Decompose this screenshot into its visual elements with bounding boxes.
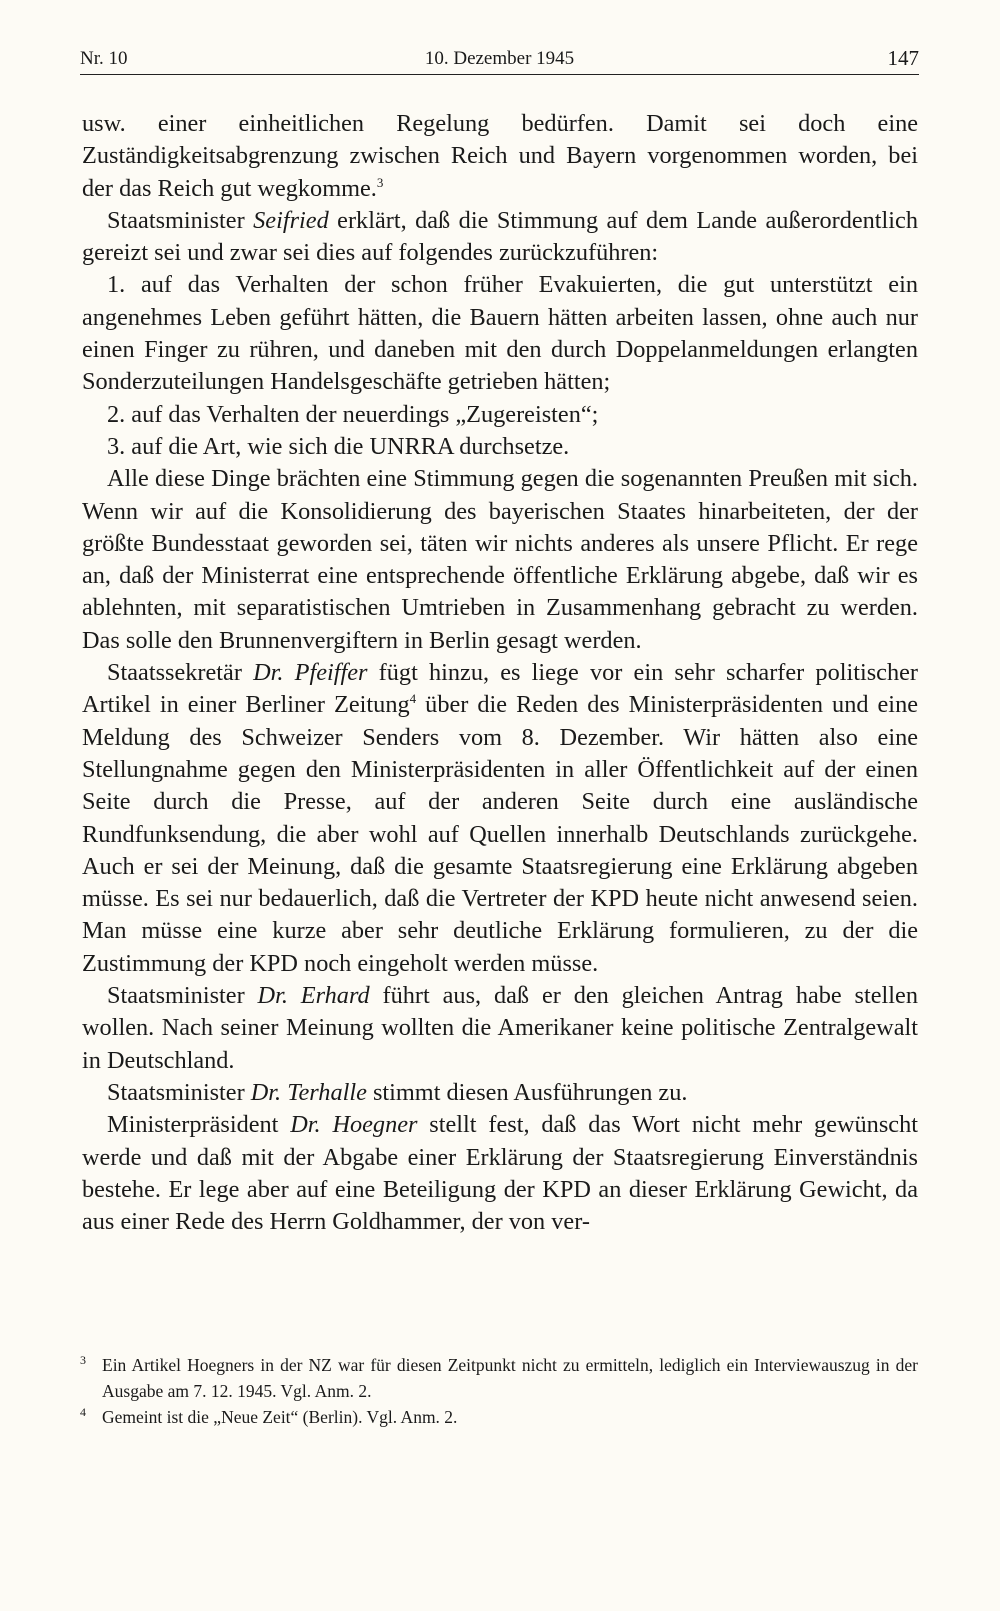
paragraph: Alle diese Dinge brächten eine Stimmung gegen die sogenannten Preußen mit sich. Wenn wir auf die Konsolidierung des bayerischen Staates hinarbeiteten, der der größte Bundesstaat geworden sei, täten wir nichts anderes als unsere Pflicht. Er rege an, daß der Ministerrat eine entsprechende öffentliche Erklärung abgebe, daß wir es ablehnten, mit separatistischen Umtrieben in Zusammenhang gebracht zu werden. Das solle den Brunnenvergiftern in Berlin gesagt werden. [82,465,918,654]
list-item: 3. auf die Art, wie sich die UNRRA durchsetze. [107,432,570,460]
speaker-name: Dr. Terhalle [250,1078,367,1106]
speaker-name: Dr. Erhard [257,982,370,1010]
footnote-text: Gemeint ist die „Neue Zeit“ (Berlin). Vgl. Anm. 2. [102,1407,458,1427]
paragraph [82,980,918,1077]
paragraph-text: usw. einer einheitlichen Regelung bedürfen. Damit sei doch eine Zuständigkeitsabgrenzung zwischen Reich und Bayern vorgenommen worden, bei der das Reich gut wegkomme. [82,110,918,202]
paragraph-text: über die Reden des Ministerpräsidenten und eine Meldung des Schweizer Senders vom 8. Dezember. Wir hätten also eine Stellungnahme gegen den Ministerpräsidenten in aller Öffentlichkeit auf der einen Seite durch die Presse, auf der anderen Seite durch eine ausländische Rundfunksendung, die aber wohl auf Quellen innerhalb Deutschlands zurückgehe. Auch er sei der Meinung, daß die gesamte Staatsregierung eine Erklärung abgeben müsse. Es sei nur bedauerlich, daß die Vertreter der KPD heute nicht anwesend seien. Man müsse eine kurze aber sehr deutliche Erklärung formulieren, zu der die Zustimmung der KPD noch eingeholt werden müsse. [82,691,918,977]
paragraph-text: fügt hinzu, es liege vor ein sehr scharfer politischer Artikel in einer Berliner Zeitung [82,659,918,719]
footnote-ref: 3 [376,174,384,190]
footnote-ref: 4 [409,691,417,707]
footnote-text: Ein Artikel Hoegners in der NZ war für diesen Zeitpunkt nicht zu ermitteln, lediglich ein Interviewauszug in der Ausgabe am 7. 12. 1945. Vgl. Anm. 2. [102,1355,918,1401]
list-item: 1. auf das Verhalten der schon früher Evakuierten, die gut unterstützt ein angenehmes Leben geführt hätten, die Bauern hätten arbeiten lassen, ohne auch nur einen Finger zu rühren, und daneben mit den durch Doppelanmeldungen erlangten Sonderzuteilungen Handelsgeschäfte getrieben hätten; [82,271,918,396]
footnote-mark: 3 [80,1353,86,1367]
paragraph [82,205,918,270]
paragraph-text: erklärt, daß die Stimmung auf dem Lande außerordentlich gereizt sei und zwar sei dies auf folgendes zurückzuführen: [82,206,918,267]
footnote [80,1404,918,1430]
paragraph [82,1109,918,1238]
paragraph [82,108,918,205]
paragraph [82,657,918,980]
footnote [80,1352,918,1404]
header-date: 10. Dezember 1945 [424,48,575,69]
paragraph-text: Staatsminister [107,982,258,1010]
paragraph-text: stellt fest, daß das Wort nicht mehr gewünscht werde und daß mit der Abgabe einer Erklärung der Staatsregierung Einverständnis bestehe. Er lege aber auf eine Beteiligung der KPD an dieser Erklärung Gewicht, da aus einer Rede des Herrn Goldhammer, der von ver- [82,1111,918,1236]
footnote-mark: 4 [80,1405,86,1419]
paragraph [82,1077,918,1109]
speaker-name: Dr. Hoegner [290,1111,418,1139]
issue-number: Nr. 10 [80,48,128,69]
paragraph-text: stimmt diesen Ausführungen zu. [366,1078,688,1106]
speaker-name: Dr. Pfeiffer [253,659,368,687]
list-item: 2. auf das Verhalten der neuerdings „Zugereisten“; [107,400,599,428]
paragraph-text: Ministerpräsident [107,1111,291,1139]
page-number: 147 [887,46,919,70]
paragraph-text: Staatsminister [107,206,254,234]
paragraph-text: führt aus, daß er den gleichen Antrag habe stellen wollen. Nach seiner Meinung wollten die Amerikaner keine politische Zentralgewalt in Deutschland. [82,982,918,1074]
running-header [80,42,919,75]
main-text [82,108,918,1238]
paragraph-text: Staatssekretär [107,659,254,687]
footnotes [80,1352,918,1430]
paragraph-text: Staatsminister [107,1078,251,1106]
speaker-name: Seifried [253,206,329,234]
